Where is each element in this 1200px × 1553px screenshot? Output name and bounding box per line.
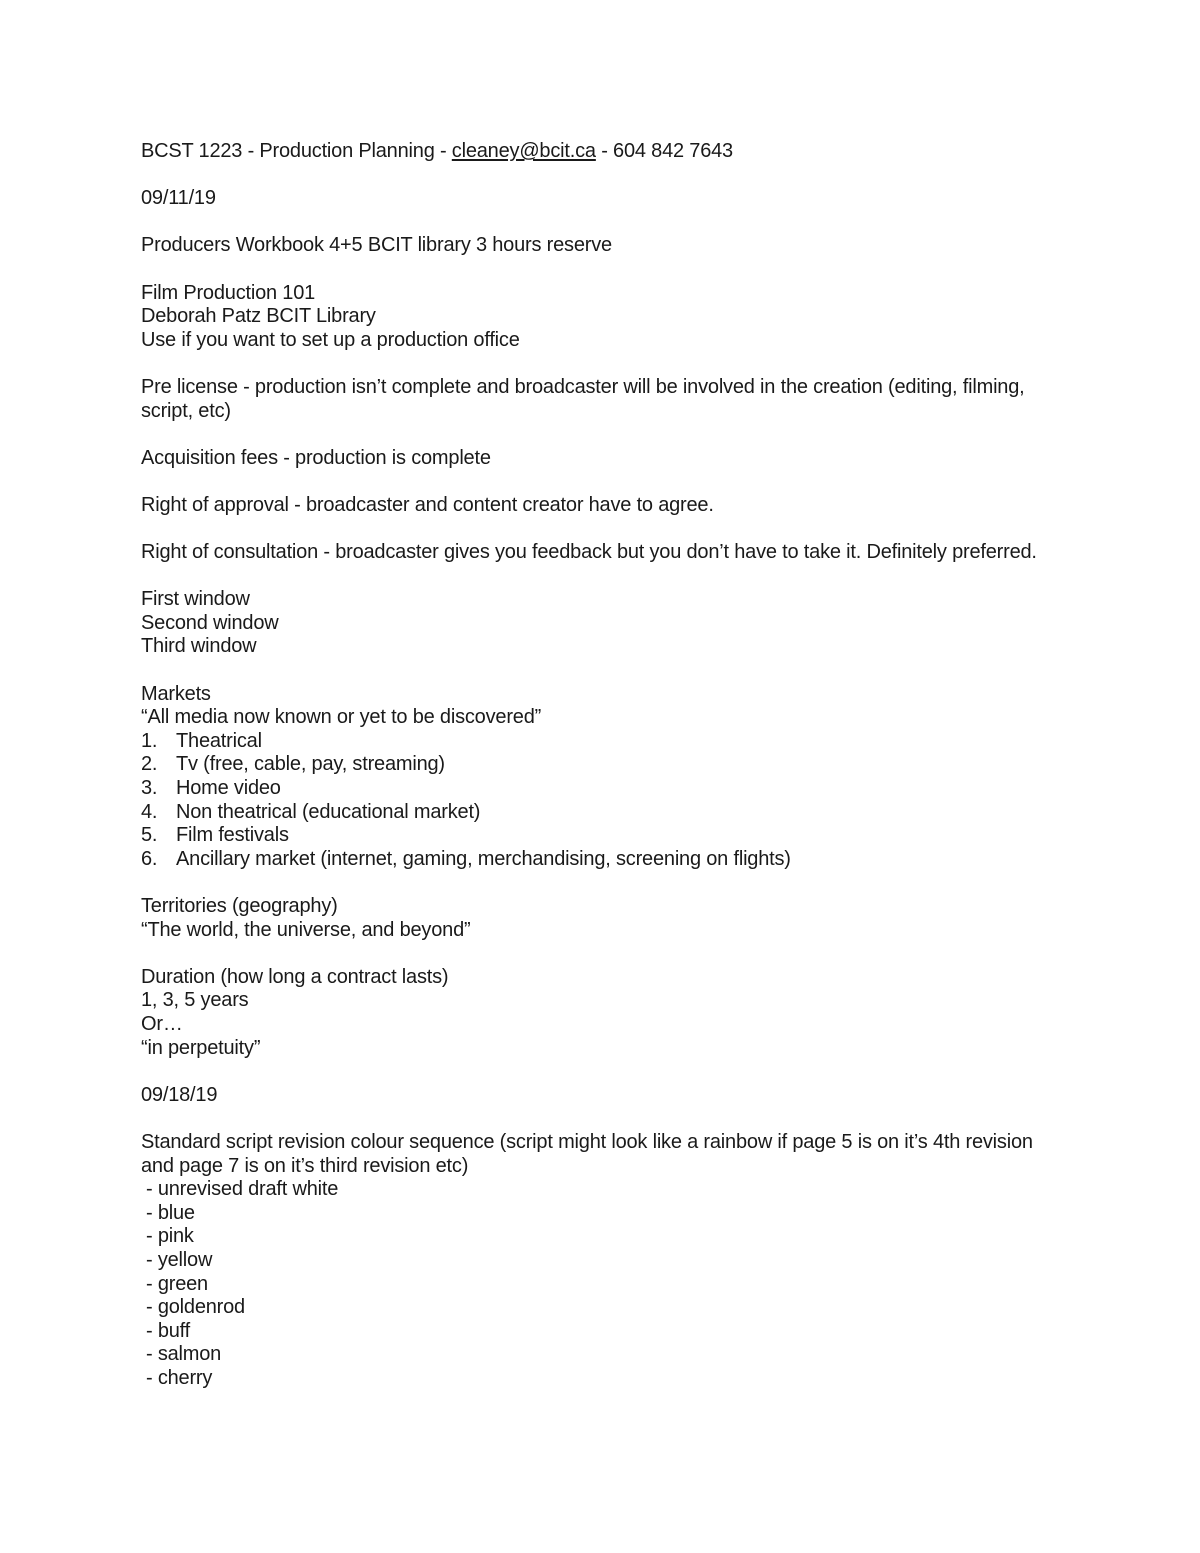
spacer: [141, 1107, 1081, 1131]
list-item: [141, 824, 1081, 848]
workbook-line: Producers Workbook 4+5 BCIT library 3 hours reserve: [141, 234, 612, 257]
list-number: 2.: [141, 753, 158, 776]
list-text: Tv (free, cable, pay, streaming): [176, 753, 445, 776]
list-number: 5.: [141, 824, 158, 847]
acquisition-paragraph: Acquisition fees - production is complete: [141, 446, 491, 469]
markets-quote: “All media now known or yet to be discovered”: [141, 706, 542, 729]
revision-colour-text: - pink: [146, 1225, 194, 1248]
list-item: [141, 753, 1081, 777]
phone-number: - 604 842 7643: [595, 140, 733, 162]
email-link[interactable]: cleaney@bcit.ca: [451, 140, 596, 162]
list-text: Theatrical: [176, 729, 262, 752]
window-item: First window: [141, 588, 250, 611]
duration-or: Or…: [141, 1012, 183, 1035]
spacer: [141, 211, 1081, 235]
resource-note: Use if you want to set up a production office: [141, 328, 520, 351]
spacer: [141, 659, 1081, 683]
prelicense-paragraph: Pre license - production isn’t complete and broadcaster will be involved in the creation (editing, filming, script, etc): [141, 375, 1025, 422]
spacer: [141, 942, 1081, 966]
spacer: [141, 565, 1081, 589]
revision-colour-item: [141, 1343, 1081, 1367]
notes-body: [141, 140, 1081, 1390]
duration-quote: “in perpetuity”: [141, 1036, 261, 1059]
revision-colour-item: [141, 1320, 1081, 1344]
list-item: [141, 777, 1081, 801]
spacer: [141, 470, 1081, 494]
revision-colour-item: [141, 1296, 1081, 1320]
revision-colour-text: - goldenrod: [146, 1296, 245, 1319]
revision-colour-item: [141, 1367, 1081, 1391]
revision-colour-text: - green: [146, 1272, 208, 1295]
revision-colour-text: - buff: [146, 1319, 191, 1342]
spacer: [141, 518, 1081, 542]
spacer: [141, 423, 1081, 447]
list-number: 4.: [141, 800, 158, 823]
resource-title: Film Production 101: [141, 281, 316, 304]
revision-colour-text: - salmon: [146, 1343, 222, 1366]
list-text: Home video: [176, 777, 281, 800]
spacer: [141, 164, 1081, 188]
list-item: [141, 730, 1081, 754]
date-heading: 09/18/19: [141, 1083, 218, 1106]
course-header: [141, 140, 1081, 164]
course-title: BCST 1223 - Production Planning -: [141, 140, 452, 162]
territories-heading: Territories (geography): [141, 895, 338, 917]
spacer: [141, 871, 1081, 895]
revision-colour-item: [141, 1202, 1081, 1226]
revision-colour-item: [141, 1225, 1081, 1249]
territories-quote: “The world, the universe, and beyond”: [141, 918, 471, 941]
approval-paragraph: Right of approval - broadcaster and content creator have to agree.: [141, 493, 714, 516]
list-item: [141, 801, 1081, 825]
resource-author: Deborah Patz BCIT Library: [141, 305, 376, 328]
spacer: [141, 1060, 1081, 1084]
date-heading: 09/11/19: [141, 187, 216, 210]
duration-years: 1, 3, 5 years: [141, 989, 249, 1012]
revision-colour-text: - cherry: [146, 1366, 213, 1389]
list-number: 1.: [141, 729, 158, 752]
revision-colour-text: - blue: [146, 1201, 195, 1224]
revision-colour-item: [141, 1273, 1081, 1297]
revision-colour-text: - unrevised draft white: [146, 1178, 339, 1201]
list-text: Film festivals: [176, 824, 289, 847]
revision-colour-item: [141, 1178, 1081, 1202]
revision-intro: Standard script revision colour sequence (script might look like a rainbow if page 5 is on it’s 4th revision and page 7 is on it’s third revision etc): [141, 1130, 1033, 1177]
spacer: [141, 258, 1081, 282]
consultation-paragraph: Right of consultation - broadcaster gives you feedback but you don’t have to take it. Definitely preferred.: [141, 541, 1037, 564]
list-item: [141, 848, 1081, 872]
markets-heading: Markets: [141, 682, 211, 705]
revision-colour-item: [141, 1249, 1081, 1273]
window-item: Third window: [141, 635, 257, 658]
window-item: Second window: [141, 611, 279, 634]
spacer: [141, 352, 1081, 376]
list-number: 3.: [141, 777, 158, 800]
list-text: Ancillary market (internet, gaming, merchandising, screening on flights): [176, 847, 791, 870]
duration-heading: Duration (how long a contract lasts): [141, 965, 449, 988]
list-text: Non theatrical (educational market): [176, 800, 481, 823]
revision-colour-text: - yellow: [146, 1248, 213, 1271]
list-number: 6.: [141, 847, 158, 870]
